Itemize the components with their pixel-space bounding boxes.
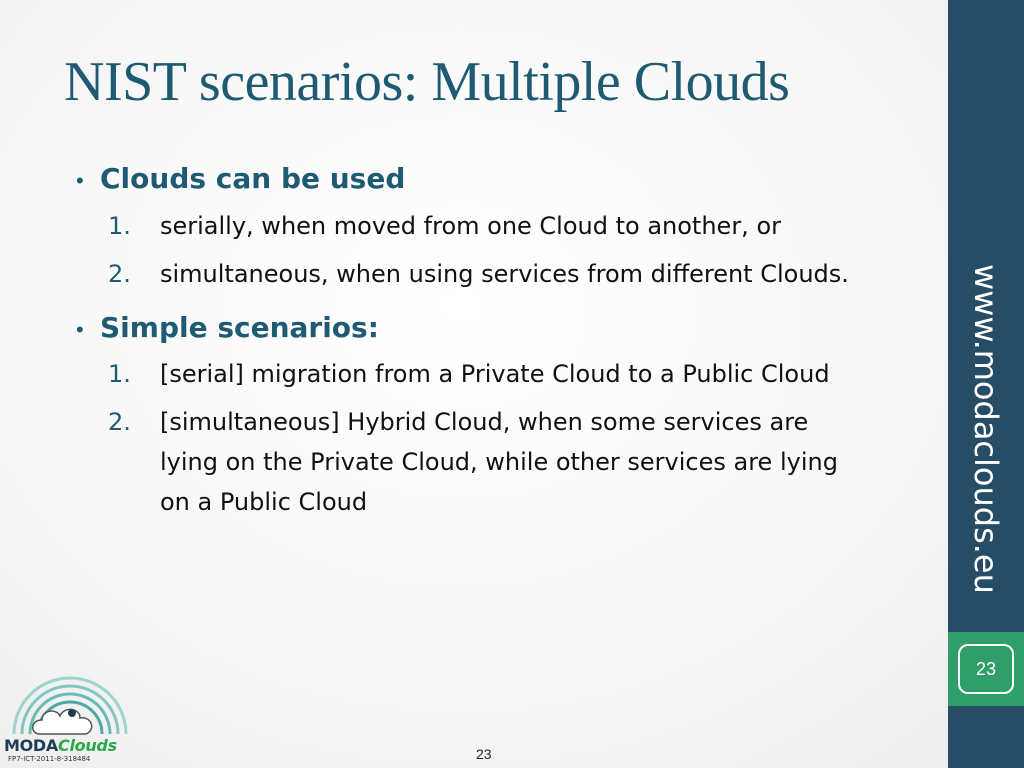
logo-moda-text: MODA [4, 736, 58, 755]
item-number: 1. [108, 360, 131, 388]
bullet-heading: Clouds can be used [100, 162, 406, 195]
bullet-dot-icon: • [76, 317, 84, 342]
page-number-box [948, 632, 1024, 706]
item-text: [serial] migration from a Private Cloud to a Public Cloud [160, 360, 830, 388]
footer-page-number: 23 [476, 746, 492, 762]
sidebar-url[interactable]: www.modaclouds.eu [967, 264, 1005, 594]
item-number: 1. [108, 212, 131, 240]
item-text: [simultaneous] Hybrid Cloud, when some services are lying on the Private Cloud, while other services are lying on a Public Cloud [160, 408, 838, 516]
slide-content [76, 160, 876, 522]
numbered-item [76, 257, 876, 297]
item-text: serially, when moved from one Cloud to another, or [160, 212, 781, 240]
logo-wordmark [4, 736, 117, 755]
numbered-item [76, 402, 876, 522]
bullet-dot-icon: • [76, 168, 84, 193]
bullet-simple-scenarios [76, 311, 876, 344]
item-number: 2. [108, 408, 131, 436]
numbered-item [76, 209, 876, 243]
item-text: simultaneous, when using services from different Clouds. [160, 260, 849, 288]
cloud-waves-icon [0, 672, 140, 742]
logo-grant-number: FP7-ICT-2011-8-318484 [8, 755, 91, 763]
bullet-clouds-can-be-used [76, 162, 876, 195]
slide-title: NIST scenarios: Multiple Clouds [64, 51, 790, 113]
bullet-heading: Simple scenarios: [100, 311, 379, 344]
modaclouds-logo [0, 672, 140, 768]
page-number: 23 [958, 644, 1014, 694]
logo-clouds-text: Clouds [58, 736, 117, 755]
numbered-item [76, 354, 876, 394]
item-number: 2. [108, 260, 131, 288]
